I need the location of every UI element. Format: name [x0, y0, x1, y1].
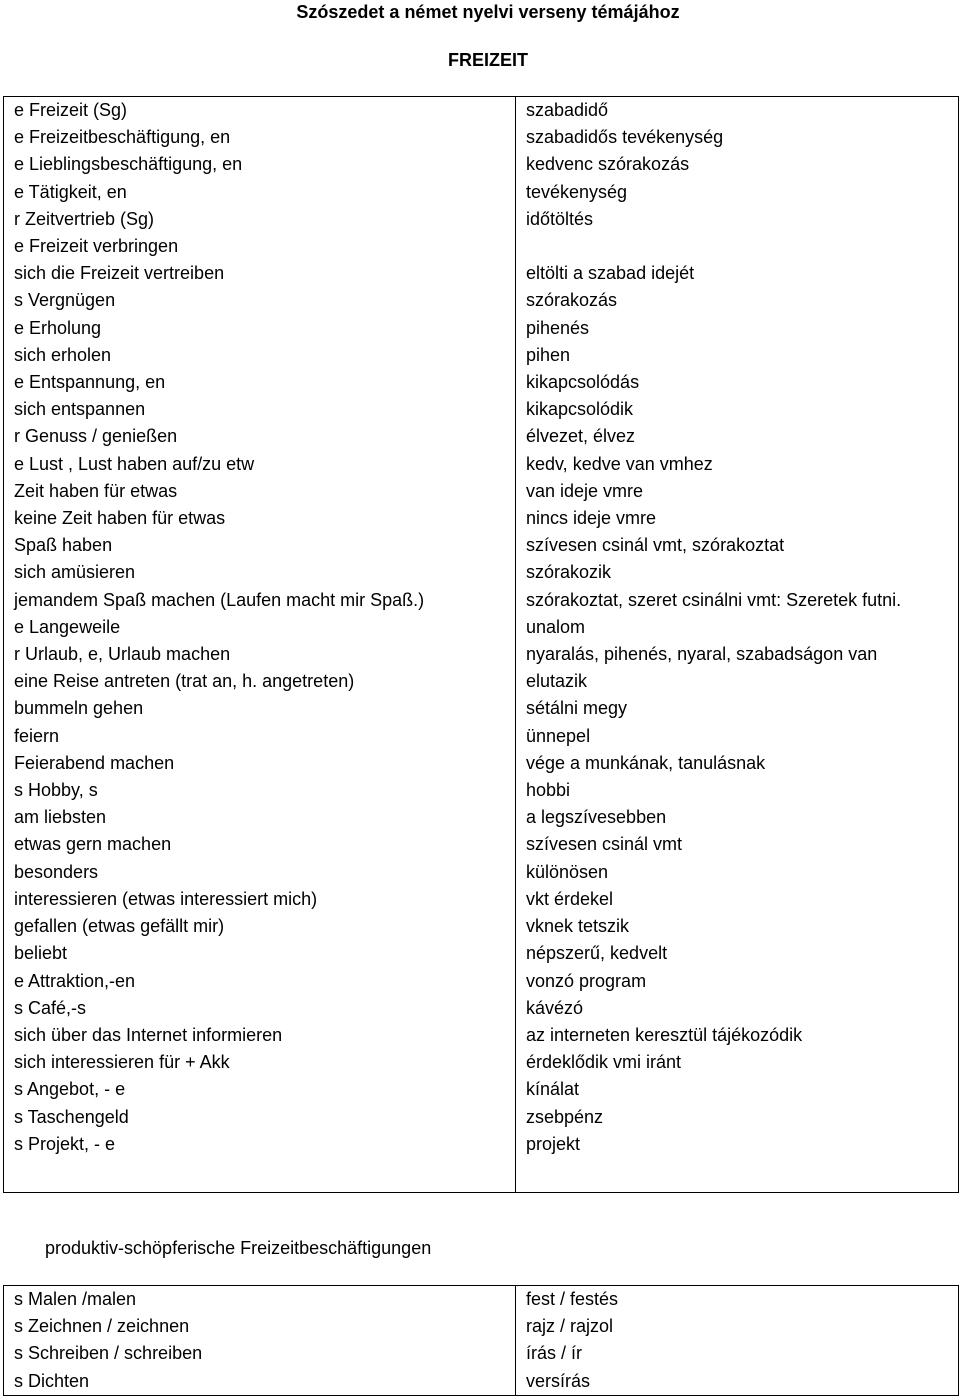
table-row	[4, 1022, 959, 1049]
hungarian-translation: kedv, kedve van vmhez	[516, 451, 959, 478]
hungarian-translation: érdeklődik vmi iránt	[516, 1049, 959, 1076]
vocabulary-table-body	[4, 97, 959, 1193]
hungarian-translation: hobbi	[516, 777, 959, 804]
hungarian-translation: kikapcsolódik	[516, 396, 959, 423]
german-term: e Lieblingsbeschäftigung, en	[4, 151, 516, 178]
german-term: e Entspannung, en	[4, 369, 516, 396]
german-term: am liebsten	[4, 804, 516, 831]
german-term: etwas gern machen	[4, 831, 516, 858]
german-term: e Tätigkeit, en	[4, 179, 516, 206]
table-row	[4, 886, 959, 913]
table-row	[4, 913, 959, 940]
hungarian-translation: vonzó program	[516, 968, 959, 995]
german-term: Feierabend machen	[4, 750, 516, 777]
hungarian-translation: unalom	[516, 614, 959, 641]
table-row	[4, 1286, 959, 1314]
hungarian-translation: fest / festés	[516, 1286, 959, 1314]
german-term: e Freizeit verbringen	[4, 233, 516, 260]
hungarian-translation: pihen	[516, 342, 959, 369]
table-row	[4, 315, 959, 342]
table-row	[4, 1076, 959, 1103]
hungarian-translation: van ideje vmre	[516, 478, 959, 505]
page-title: Szószedet a német nyelvi verseny témájához	[296, 2, 680, 22]
hungarian-translation: kikapcsolódás	[516, 369, 959, 396]
hungarian-translation: kedvenc szórakozás	[516, 151, 959, 178]
german-term: gefallen (etwas gefällt mir)	[4, 913, 516, 940]
german-term: r Zeitvertrieb (Sg)	[4, 206, 516, 233]
german-term: e Freizeit (Sg)	[4, 97, 516, 125]
german-term: Zeit haben für etwas	[4, 478, 516, 505]
table-row	[4, 1104, 959, 1131]
german-term: e Freizeitbeschäftigung, en	[4, 124, 516, 151]
german-term: Spaß haben	[4, 532, 516, 559]
empty-cell	[516, 1158, 959, 1193]
hungarian-translation	[516, 233, 959, 260]
hungarian-translation: tevékenység	[516, 179, 959, 206]
german-term: s Schreiben / schreiben	[4, 1340, 516, 1367]
hungarian-translation: eltölti a szabad idejét	[516, 260, 959, 287]
hungarian-translation: szórakozás	[516, 287, 959, 314]
german-term: beliebt	[4, 940, 516, 967]
table-row	[4, 505, 959, 532]
hungarian-translation: versírás	[516, 1368, 959, 1396]
table-row	[4, 260, 959, 287]
table-row	[4, 587, 959, 614]
german-term: s Malen /malen	[4, 1286, 516, 1314]
german-term: eine Reise antreten (trat an, h. angetreten)	[4, 668, 516, 695]
hungarian-translation: az interneten keresztül tájékozódik	[516, 1022, 959, 1049]
german-term: e Lust , Lust haben auf/zu etw	[4, 451, 516, 478]
german-term: r Genuss / genießen	[4, 423, 516, 450]
german-term: sich über das Internet informieren	[4, 1022, 516, 1049]
hungarian-translation: pihenés	[516, 315, 959, 342]
table-row	[4, 206, 959, 233]
creative-activities-table-body	[4, 1286, 959, 1396]
german-term: e Langeweile	[4, 614, 516, 641]
german-term: s Angebot, - e	[4, 1076, 516, 1103]
table-row	[4, 614, 959, 641]
german-term: sich erholen	[4, 342, 516, 369]
table-row	[4, 478, 959, 505]
german-term: s Dichten	[4, 1368, 516, 1396]
hungarian-translation: sétálni megy	[516, 695, 959, 722]
german-term: interessieren (etwas interessiert mich)	[4, 886, 516, 913]
table-row	[4, 968, 959, 995]
table-row	[4, 641, 959, 668]
table-row	[4, 179, 959, 206]
table-row	[4, 804, 959, 831]
vocabulary-table	[3, 96, 959, 1193]
german-term: jemandem Spaß machen (Laufen macht mir Spaß.)	[4, 587, 516, 614]
hungarian-translation: szórakozik	[516, 559, 959, 586]
table-row	[4, 668, 959, 695]
hungarian-translation: ünnepel	[516, 723, 959, 750]
german-term: s Projekt, - e	[4, 1131, 516, 1158]
german-term: sich amüsieren	[4, 559, 516, 586]
hungarian-translation: szabadidő	[516, 97, 959, 125]
table-row	[4, 233, 959, 260]
hungarian-translation: népszerű, kedvelt	[516, 940, 959, 967]
table-row	[4, 396, 959, 423]
table-row	[4, 1131, 959, 1158]
table-row	[4, 1313, 959, 1340]
german-term: sich die Freizeit vertreiben	[4, 260, 516, 287]
hungarian-translation: vége a munkának, tanulásnak	[516, 750, 959, 777]
table-row	[4, 1049, 959, 1076]
german-term: s Taschengeld	[4, 1104, 516, 1131]
table-row	[4, 995, 959, 1022]
hungarian-translation: nincs ideje vmre	[516, 505, 959, 532]
german-term: s Hobby, s	[4, 777, 516, 804]
hungarian-translation: szórakoztat, szeret csinálni vmt: Szeretek futni.	[516, 587, 959, 614]
german-term: sich interessieren für + Akk	[4, 1049, 516, 1076]
hungarian-translation: vkt érdekel	[516, 886, 959, 913]
hungarian-translation: zsebpénz	[516, 1104, 959, 1131]
german-term: besonders	[4, 859, 516, 886]
german-term: bummeln gehen	[4, 695, 516, 722]
table-row	[4, 940, 959, 967]
table-row	[4, 831, 959, 858]
table-row	[4, 423, 959, 450]
german-term: r Urlaub, e, Urlaub machen	[4, 641, 516, 668]
hungarian-translation: a legszívesebben	[516, 804, 959, 831]
table-row	[4, 342, 959, 369]
hungarian-translation: rajz / rajzol	[516, 1313, 959, 1340]
german-term: keine Zeit haben für etwas	[4, 505, 516, 532]
hungarian-translation: nyaralás, pihenés, nyaral, szabadságon van	[516, 641, 959, 668]
table-row	[4, 1340, 959, 1367]
hungarian-translation: írás / ír	[516, 1340, 959, 1367]
creative-activities-table	[3, 1285, 959, 1396]
german-term: e Attraktion,-en	[4, 968, 516, 995]
table-row	[4, 532, 959, 559]
german-term: s Zeichnen / zeichnen	[4, 1313, 516, 1340]
german-term: sich entspannen	[4, 396, 516, 423]
section-title: FREIZEIT	[448, 50, 528, 70]
hungarian-translation: élvezet, élvez	[516, 423, 959, 450]
table-row	[4, 151, 959, 178]
hungarian-translation: különösen	[516, 859, 959, 886]
hungarian-translation: elutazik	[516, 668, 959, 695]
german-term: feiern	[4, 723, 516, 750]
table-row	[4, 777, 959, 804]
table-row	[4, 451, 959, 478]
section-heading: produktiv-schöpferische Freizeitbeschäftigungen	[45, 1238, 432, 1258]
table-row	[4, 287, 959, 314]
table-row	[4, 97, 959, 125]
hungarian-translation: vknek tetszik	[516, 913, 959, 940]
hungarian-translation: szívesen csinál vmt	[516, 831, 959, 858]
empty-cell	[4, 1158, 516, 1193]
hungarian-translation: szívesen csinál vmt, szórakoztat	[516, 532, 959, 559]
table-row	[4, 559, 959, 586]
table-row	[4, 859, 959, 886]
table-row	[4, 369, 959, 396]
german-term: s Vergnügen	[4, 287, 516, 314]
table-row	[4, 723, 959, 750]
hungarian-translation: kávézó	[516, 995, 959, 1022]
german-term: e Erholung	[4, 315, 516, 342]
table-row	[4, 124, 959, 151]
table-spacer-row	[4, 1158, 959, 1193]
german-term: s Café,-s	[4, 995, 516, 1022]
hungarian-translation: projekt	[516, 1131, 959, 1158]
hungarian-translation: szabadidős tevékenység	[516, 124, 959, 151]
table-row	[4, 750, 959, 777]
hungarian-translation: időtöltés	[516, 206, 959, 233]
table-row	[4, 1368, 959, 1396]
hungarian-translation: kínálat	[516, 1076, 959, 1103]
table-row	[4, 695, 959, 722]
